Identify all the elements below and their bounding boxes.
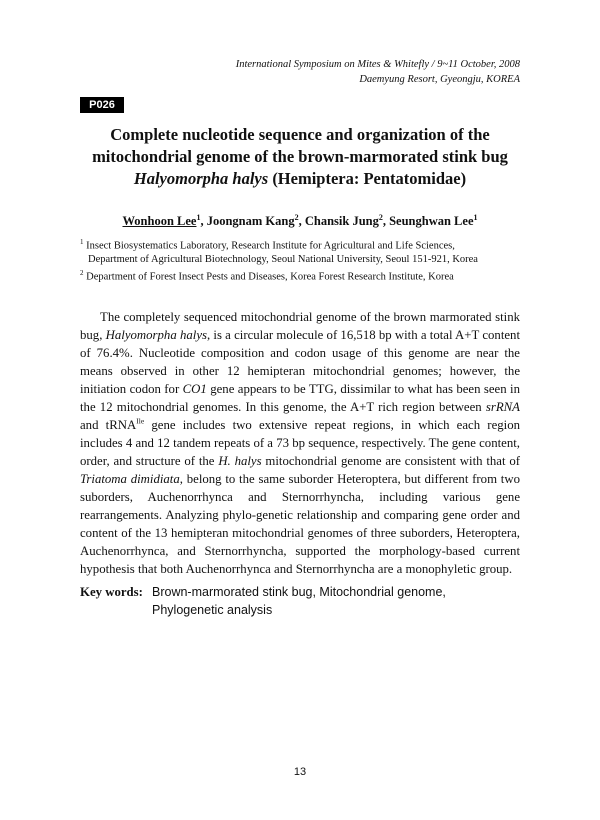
poster-id-badge: P026 <box>80 97 124 113</box>
title-species: Halyomorpha halys <box>133 169 269 188</box>
affiliation-2 <box>80 267 525 284</box>
abstract-gene: CO1 <box>182 382 207 396</box>
keywords-label: Key words: <box>80 585 143 599</box>
author <box>207 214 305 228</box>
abstract-superscript: Ile <box>136 416 145 426</box>
title-line-2: mitochondrial genome of the brown-marmorated stink bug <box>92 147 508 166</box>
abstract <box>80 308 520 578</box>
affiliation-mark: 1 <box>80 238 84 246</box>
author <box>389 214 477 228</box>
abstract-species: Halyomorpha halys <box>105 328 207 342</box>
abstract-text: , belong to the same suborder Heteroptera, but different from two suborders, Auchenorrhynca and Sternorrhyncha, including various gene rearrangements. Analyzing phylo-genetic relationship and comparing gene order and content of the 13 hemipteran mitochondrial genomes of three suborders, Heteroptera, Auchenorrhynca, and Sternorrhyncha, supported the morphology-based current hypothesis that both Auchenorrhynca and Sternorrhyncha are a monophyletic group. <box>80 472 520 576</box>
affiliation-text: Department of Forest Insect Pests and Diseases, Korea Forest Research Institute, Korea <box>86 271 454 282</box>
author-separator: , <box>200 214 207 229</box>
paper-title <box>80 124 520 190</box>
abstract-text: The completely sequenced mitochondrial genome of the brown marmorated stink bug, <box>80 310 520 342</box>
abstract-text: and tRNA <box>80 418 137 432</box>
affiliations <box>80 236 525 284</box>
keywords-value: Brown-marmorated stink bug, Mitochondrial genome, Phylogenetic analysis <box>152 585 446 617</box>
page-number: 13 <box>293 766 307 778</box>
author <box>122 214 206 228</box>
affiliation-1-continued: Department of Agricultural Biotechnology, Seoul National University, Seoul 151-921, Korea <box>88 254 478 265</box>
author-separator: , <box>298 214 305 229</box>
title-line-1: Complete nucleotide sequence and organization of the <box>110 125 490 144</box>
author-list <box>80 210 520 229</box>
abstract-text: mitochondrial genome are consistent with that of <box>261 454 520 468</box>
author-separator: , <box>382 214 390 229</box>
conference-name: International Symposium on Mites & Whitefly / 9~11 October, 2008 <box>235 59 520 70</box>
author-affiliation-mark: 1 <box>196 213 201 222</box>
author-name: Seunghwan Lee <box>389 214 474 229</box>
author-affiliation-mark: 1 <box>473 213 478 222</box>
title-taxon: (Hemiptera: Pentatomidae) <box>268 169 467 188</box>
author-name: Joongnam Kang <box>206 214 295 229</box>
conference-venue: Daemyung Resort, Gyeongju, KOREA <box>359 74 520 85</box>
author <box>305 214 389 228</box>
abstract-species: H. halys <box>218 454 262 468</box>
keywords <box>80 583 520 619</box>
title-line-3 <box>80 168 520 190</box>
abstract-gene: srRNA <box>485 400 520 414</box>
affiliation-mark: 2 <box>80 268 84 277</box>
abstract-paragraph <box>80 308 520 578</box>
author-name: Chansik Jung <box>304 214 379 229</box>
abstract-species: Triatoma dimidiata <box>80 472 180 486</box>
abstract-text: , is a circular molecule of 16,518 bp with a total A+T content of 76.4%. Nucleotide composition and codon usage of this genome are near the means observed in other 12 hemipteran mitochondrial genomes; however, the initiation codon for <box>80 328 521 396</box>
author-affiliation-mark: 2 <box>294 213 299 222</box>
conference-header <box>236 57 520 87</box>
author-name: Wonhoon Lee <box>122 214 197 229</box>
affiliation-1 <box>80 236 525 253</box>
abstract-text: gene includes two extensive repeat regions, in which each region includes 4 and 12 tandem repeats of a 73 bp sequence, respectively. The gene content, order, and structure of the <box>80 418 521 468</box>
affiliation-text: Insect Biosystematics Laboratory, Research Institute for Agricultural and Life Sciences, <box>86 240 455 252</box>
author-affiliation-mark: 2 <box>378 213 383 222</box>
abstract-text: gene appears to be TTG, dissimilar to what has been seen in the 12 mitochondrial genomes. In this genome, the A+T rich region between <box>80 382 520 414</box>
